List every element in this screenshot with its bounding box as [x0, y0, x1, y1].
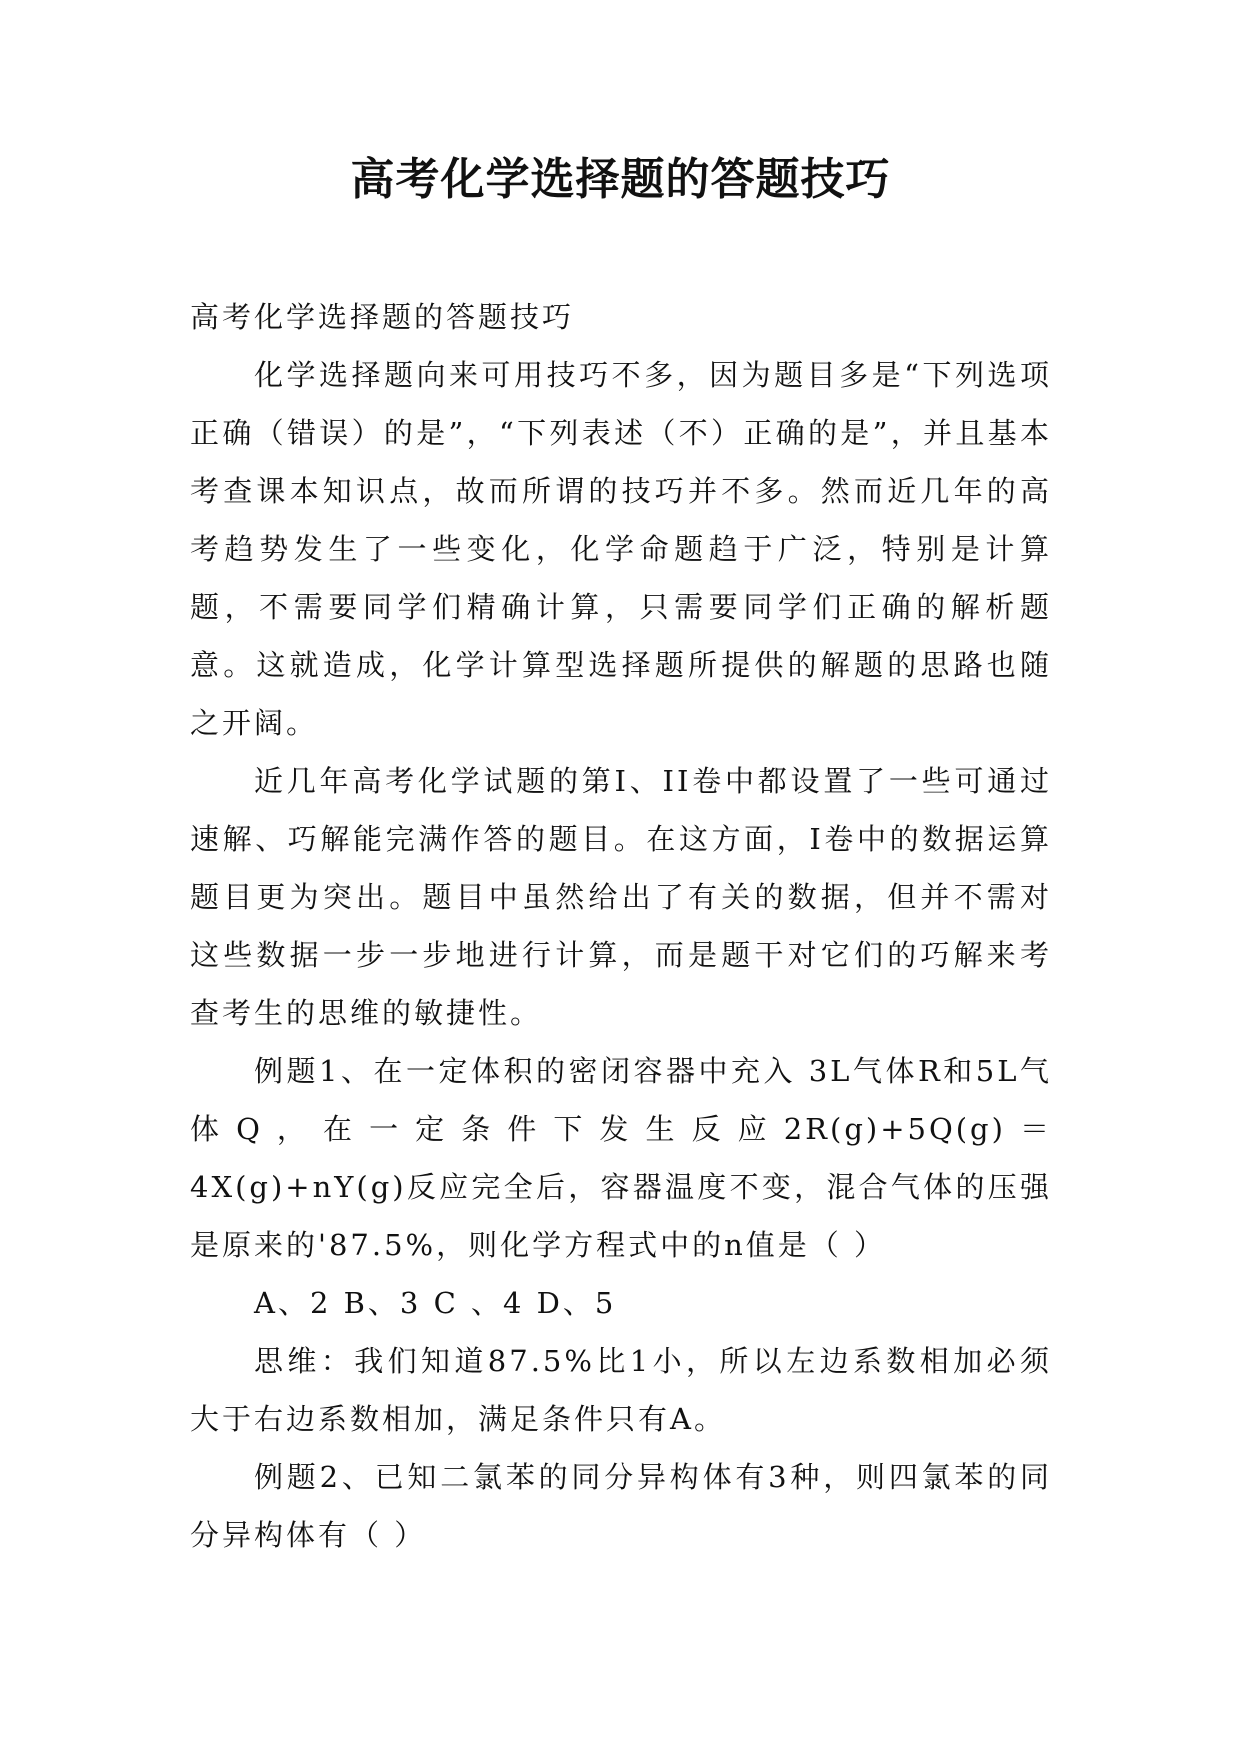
paragraph-example-1: 例题1、在一定体积的密闭容器中充入 3L气体R和5L气体Q，在一定条件下发生反应2R(g)+5Q(g)＝4X(g)+nY(g)反应完全后，容器温度不变，混合气体的压强是原来的'87.5%，则化学方程式中的n值是（ ）	[190, 1054, 1052, 1262]
document-body	[190, 288, 1052, 1564]
paragraph-heading: 高考化学选择题的答题技巧	[190, 300, 575, 334]
page-title: 高考化学选择题的答题技巧	[350, 154, 891, 205]
paragraph-options: A、2 B、3 C 、4 D、5	[254, 1286, 617, 1320]
paragraph-intro: 化学选择题向来可用技巧不多，因为题目多是“下列选项正确（错误）的是”，“下列表述（不）正确的是”，并且基本考查课本知识点，故而所谓的技巧并不多。然而近几年的高考趋势发生了一些变化，化学命题趋于广泛，特别是计算题，不需要同学们精确计算，只需要同学们正确的解析题意。这就造成，化学计算型选择题所提供的解题的思路也随之开阔。	[190, 358, 1052, 740]
paragraph-trend: 近几年高考化学试题的第I、II卷中都设置了一些可通过速解、巧解能完满作答的题目。在这方面，I卷中的数据运算题目更为突出。题目中虽然给出了有关的数据，但并不需对这些数据一步一步地进行计算，而是题干对它们的巧解来考查考生的思维的敏捷性。	[190, 764, 1052, 1030]
paragraph-example-2: 例题2、已知二氯苯的同分异构体有3种，则四氯苯的同分异构体有（ ）	[190, 1460, 1052, 1552]
paragraph-thinking: 思维：我们知道87.5%比1小，所以左边系数相加必须大于右边系数相加，满足条件只有A。	[190, 1344, 1052, 1436]
